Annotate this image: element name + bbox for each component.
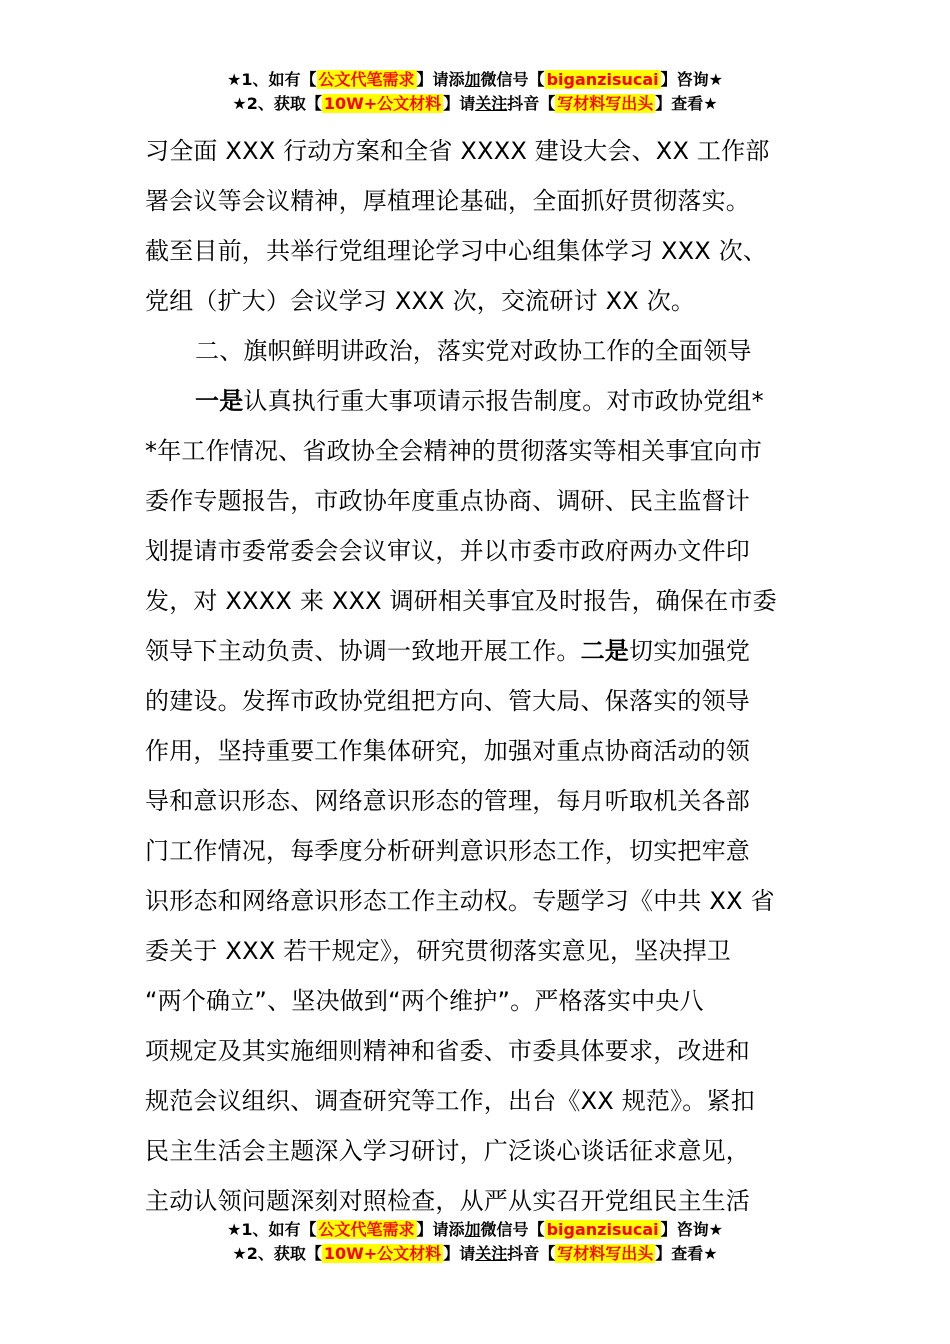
footer-banner bbox=[0, 1218, 950, 1266]
text-line: 导和意识形态、网络意识形态的管理，每月听取机关各部 bbox=[145, 787, 750, 815]
text-line: 划提请市委常委会会议审议，并以市委市政府两办文件印 bbox=[145, 537, 750, 565]
banner-highlight: 公文代笔需求 bbox=[318, 1220, 415, 1239]
text-line: 习全面 XXX 行动方案和全省 XXXX 建设大会、XX 工作部 bbox=[145, 137, 770, 165]
document-body bbox=[145, 126, 805, 1226]
text-line: 规范会议组织、调查研究等工作，出台《XX 规范》。紧扣 bbox=[145, 1087, 755, 1115]
text-line: 项规定及其实施细则精神和省委、市委具体要求，改进和 bbox=[145, 1037, 750, 1065]
header-banner bbox=[0, 68, 950, 116]
text-line: 一是认真执行重大事项请示报告制度。对市政协党组* bbox=[195, 387, 764, 415]
banner-line-1: ★1、如有【 公文代笔需求 】请添加微信号【 biganzisucai 】咨询★ bbox=[227, 1220, 723, 1239]
banner-highlight: 公文代笔需求 bbox=[318, 70, 415, 89]
banner-wechat-id: biganzisucai bbox=[546, 1220, 659, 1239]
banner-douyin-id: 写材料写出头 bbox=[557, 1244, 654, 1263]
text-line: 民主生活会主题深入学习研讨，广泛谈心谈话征求意见， bbox=[145, 1137, 750, 1165]
banner-line-1: ★1、如有【 公文代笔需求 】请添加微信号【 biganzisucai 】咨询★ bbox=[227, 70, 723, 89]
text-line: 署会议等会议精神，厚植理论基础，全面抓好贯彻落实。 bbox=[145, 187, 750, 215]
banner-highlight: 10W+公文材料 bbox=[323, 94, 442, 113]
text-line: *年工作情况、省政协全会精神的贯彻落实等相关事宜向市 bbox=[145, 437, 763, 465]
banner-highlight: 10W+公文材料 bbox=[323, 1244, 442, 1263]
text-line: 发，对 XXXX 来 XXX 调研相关事宜及时报告，确保在市委 bbox=[145, 587, 777, 615]
text-line: “两个确立”、坚决做到“两个维护”。严格落实中央八 bbox=[145, 987, 704, 1015]
text-line: 委作专题报告，市政协年度重点协商、调研、民主监督计 bbox=[145, 487, 750, 515]
text-line: 的建设。发挥市政协党组把方向、管大局、保落实的领导 bbox=[145, 687, 750, 715]
text-line: 领导下主动负责、协调一致地开展工作。二是切实加强党 bbox=[145, 637, 751, 665]
banner-wechat-id: biganzisucai bbox=[546, 70, 659, 89]
text-line: 委关于 XXX 若干规定》，研究贯彻落实意见，坚决捍卫 bbox=[145, 937, 731, 965]
section-heading: 二、旗帜鲜明讲政治，落实党对政协工作的全面领导 bbox=[195, 337, 752, 365]
text-line: 识形态和网络意识形态工作主动权。专题学习《中共 XX 省 bbox=[145, 887, 775, 915]
item-label-1: 一是 bbox=[195, 387, 244, 415]
item-label-2: 二是 bbox=[580, 637, 630, 665]
text-line: 作用，坚持重要工作集体研究，加强对重点协商活动的领 bbox=[145, 737, 750, 765]
text-line: 主动认领问题深刻对照检查，从严从实召开党组民主生活 bbox=[145, 1187, 750, 1215]
text-line: 党组（扩大）会议学习 XXX 次，交流研讨 XX 次。 bbox=[145, 287, 696, 315]
text-line: 截至目前，共举行党组理论学习中心组集体学习 XXX 次、 bbox=[145, 237, 768, 265]
text-line: 门工作情况，每季度分析研判意识形态工作，切实把牢意 bbox=[145, 837, 750, 865]
banner-line-2: ★2、获取【 10W+公文材料 】请关注抖音【 写材料写出头 】查看★ bbox=[232, 94, 718, 113]
banner-line-2: ★2、获取【 10W+公文材料 】请关注抖音【 写材料写出头 】查看★ bbox=[232, 1244, 718, 1263]
banner-douyin-id: 写材料写出头 bbox=[557, 94, 654, 113]
